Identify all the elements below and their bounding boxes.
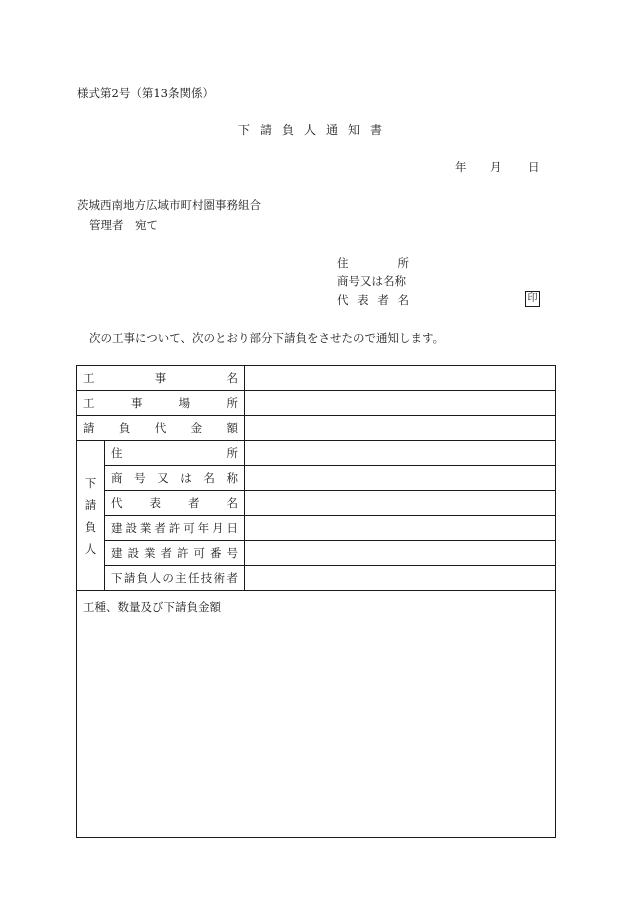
label-char: 日 (226, 521, 238, 535)
sub-license-number-label (105, 541, 245, 566)
label-char: 金 (190, 421, 203, 435)
label-char: 又 (157, 471, 169, 485)
addressee-organization: 茨城西南地方広域市町村圏事務組合 (77, 198, 261, 212)
label-char: 請 (83, 421, 95, 435)
contractor-trade-name-label: 商号又は名称 (337, 274, 406, 288)
date-day-label: 日 (528, 160, 540, 174)
label-char: 負 (136, 571, 149, 585)
label-char: 住 (111, 446, 123, 460)
sub-chief-engineer-label (105, 566, 245, 591)
sub-trade-name-field[interactable] (245, 466, 556, 491)
seal-mark: 印 (525, 291, 540, 307)
contract-amount-field[interactable] (245, 416, 556, 441)
work-details-label: 工種、数量及び下請負金額 (83, 600, 221, 614)
label-char: 許 (168, 521, 181, 535)
label-char: 代 (154, 421, 167, 435)
construction-name-label (77, 366, 245, 391)
label-char: 者 (377, 293, 389, 307)
table-row (77, 441, 556, 466)
table-row (77, 516, 556, 541)
label-char: 表 (149, 496, 161, 510)
construction-name-field[interactable] (245, 366, 556, 391)
construction-site-label (77, 391, 245, 416)
sub-chief-engineer-field[interactable] (245, 566, 556, 591)
label-char: 名 (203, 471, 215, 485)
label-char: 年 (197, 521, 210, 535)
label-char: 名 (226, 371, 238, 385)
sub-address-label (105, 441, 245, 466)
sub-license-number-field[interactable] (245, 541, 556, 566)
label-char: 表 (357, 293, 369, 307)
label-char: 可 (183, 521, 195, 535)
label-char: は (180, 471, 192, 485)
label-char: 者 (188, 496, 200, 510)
sub-trade-name-label (105, 466, 245, 491)
table-row (77, 566, 556, 591)
label-char: 業 (144, 546, 156, 560)
label-char: 商 (111, 471, 123, 485)
date-year-label: 年 (455, 160, 467, 174)
label-char: 下 (111, 571, 123, 585)
subcontractor-char: 下 (84, 475, 97, 490)
label-char: 場 (178, 396, 191, 410)
label-char: 番 (210, 546, 222, 560)
contractor-address-label (337, 256, 409, 270)
label-char: 建 (111, 546, 123, 560)
subcontractor-char: 請 (84, 497, 97, 512)
label-char: 代 (337, 293, 349, 307)
label-char: 事 (154, 371, 167, 385)
form-number: 様式第2号（第13条関係） (77, 86, 214, 100)
label-char: 号 (226, 546, 238, 560)
contract-amount-label (77, 416, 245, 441)
label-char: 所 (226, 446, 238, 460)
label-char: 術 (213, 571, 226, 585)
construction-site-field[interactable] (245, 391, 556, 416)
date-month-label: 月 (490, 160, 502, 174)
table-row (77, 591, 556, 838)
label-char: 事 (130, 396, 143, 410)
label-char: 名 (397, 293, 409, 307)
label-char: 工 (83, 371, 95, 385)
label-char: 代 (111, 496, 123, 510)
subcontractor-group-label (77, 441, 105, 591)
table-row (77, 541, 556, 566)
label-char: 月 (212, 521, 224, 535)
label-char: 負 (118, 421, 131, 435)
label-char: 者 (154, 521, 166, 535)
label-char: 所 (397, 256, 409, 270)
label-char: 可 (193, 546, 205, 560)
label-char: 主 (175, 571, 187, 585)
label-char: 設 (125, 521, 137, 535)
addressee-name: 管理者 宛て (89, 218, 158, 232)
label-char: 住 (337, 256, 349, 270)
table-row (77, 466, 556, 491)
sub-address-field[interactable] (245, 441, 556, 466)
label-char: 名 (226, 496, 238, 510)
label-char: 人 (149, 571, 161, 585)
table-row (77, 416, 556, 441)
contractor-representative-label (337, 293, 409, 307)
label-char: の (162, 571, 174, 585)
label-char: 額 (226, 421, 238, 435)
label-char: 者 (160, 546, 172, 560)
label-char: 所 (226, 396, 238, 410)
sub-license-date-field[interactable] (245, 516, 556, 541)
label-char: 建 (111, 521, 123, 535)
label-char: 許 (177, 546, 189, 560)
sub-representative-label (105, 491, 245, 516)
label-char: 任 (187, 571, 200, 585)
table-row (77, 391, 556, 416)
work-details-area[interactable] (77, 591, 556, 838)
sub-license-date-label (105, 516, 245, 541)
label-char: 工 (83, 396, 95, 410)
label-char: 技 (200, 571, 213, 585)
label-char: 称 (226, 471, 238, 485)
label-char: 者 (226, 571, 238, 585)
intro-text: 次の工事について、次のとおり部分下請負をさせたので通知します。 (89, 331, 445, 345)
label-char: 号 (134, 471, 146, 485)
document-title: 下請負人通知書 (237, 123, 392, 137)
subcontractor-char: 人 (84, 541, 97, 556)
subcontractor-form-table (76, 365, 556, 838)
table-row (77, 491, 556, 516)
subcontractor-char: 負 (84, 519, 97, 534)
table-row (77, 366, 556, 391)
sub-representative-field[interactable] (245, 491, 556, 516)
label-char: 請 (123, 571, 136, 585)
label-char: 設 (127, 546, 139, 560)
label-char: 業 (139, 521, 152, 535)
